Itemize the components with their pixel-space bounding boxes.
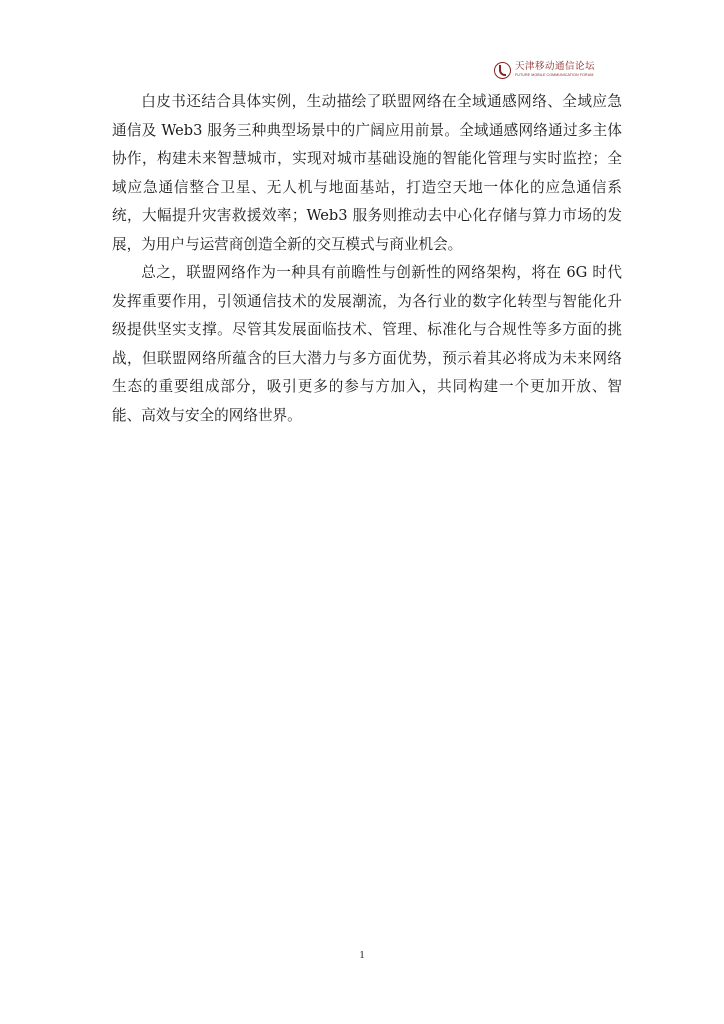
logo-text — [515, 62, 595, 77]
logo-chinese-name: 天津移动通信论坛 — [515, 61, 596, 73]
body-paragraph: 总之，联盟网络作为一种具有前瞻性与创新性的网络架构，将在 6G 时代发挥重要作用，引领通信技术的发展潮流，为各行业的数字化转型与智能化升级提供坚实支撑。尽管其发展面临技术、管理、标准化与合规性等多方面的挑战，但联盟网络所蕴含的巨大潜力与多方面优势，预示着其必将成为未来网络生态的重要组成部分，吸引更多的参与方加入，共同构建一个更加开放、智能、高效与安全的网络世界。 — [112, 264, 622, 424]
forum-logo-icon — [494, 62, 511, 79]
document-body — [112, 88, 622, 430]
header-logo — [494, 59, 618, 81]
logo-english-name: FUTURE MOBILE COMMUNICATION FORUM — [515, 72, 594, 77]
body-paragraph: 白皮书还结合具体实例，生动描绘了联盟网络在全域通感网络、全域应急通信及 Web3 服务三种典型场景中的广阔应用前景。全域通感网络通过多主体协作，构建未来智慧城市，实现对城市基础设施的智能化管理与实时监控；全域应急通信整合卫星、无人机与地面基站，打造空天地一体化的应急通信系统，大幅提升灾害救援效率；Web3 服务则推动去中心化存储与算力市场的发展，为用户与运营商创造全新的交互模式与商业机会。 — [112, 93, 622, 253]
page-number: 1 — [359, 949, 365, 961]
